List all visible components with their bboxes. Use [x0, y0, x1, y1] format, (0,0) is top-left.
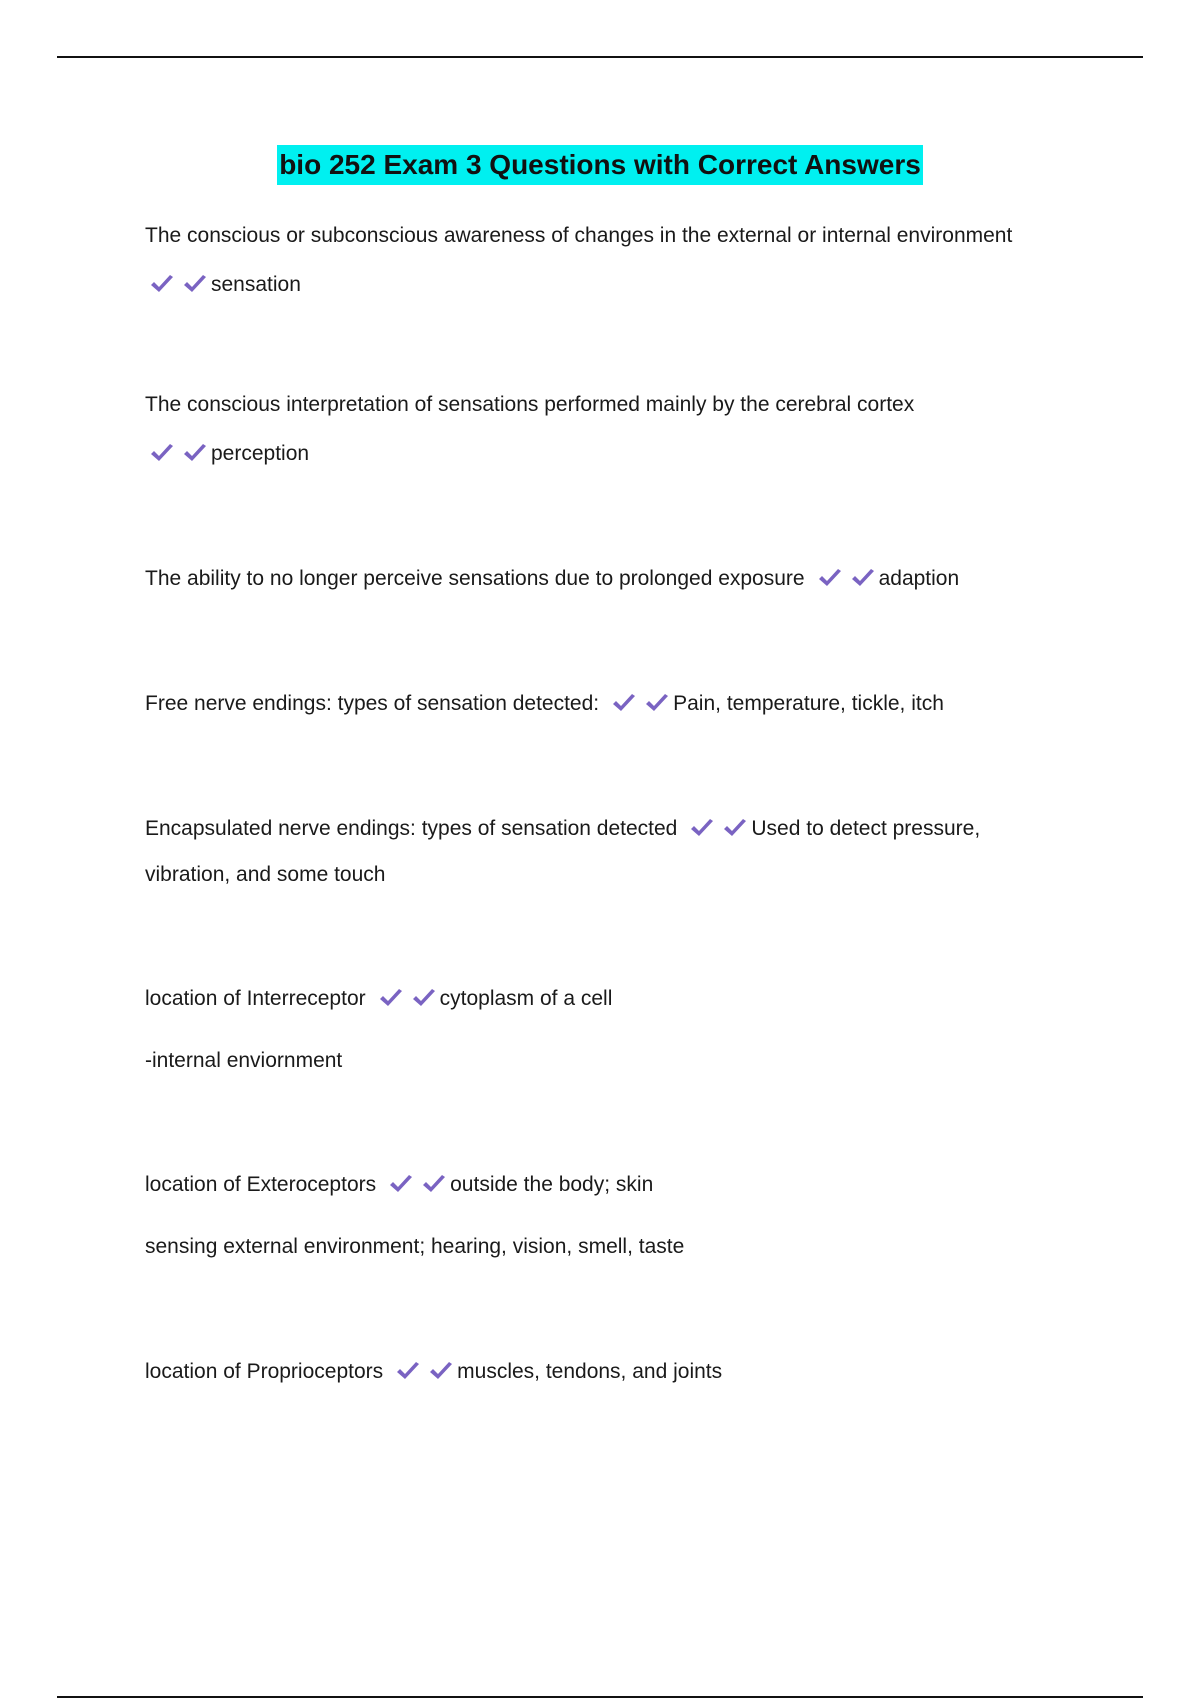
- question-text: location of Interreceptor: [145, 987, 366, 1010]
- check-icon: [182, 273, 208, 295]
- top-rule: [57, 56, 1143, 58]
- question-text: location of Proprioceptors: [145, 1360, 384, 1383]
- answer-line: [145, 987, 1075, 1011]
- question-text: The ability to no longer perceive sensations due to prolonged exposure: [145, 567, 805, 590]
- answer-line: [145, 692, 1075, 716]
- answer-text: adaption: [878, 567, 960, 590]
- question-text: The conscious or subconscious awareness of changes in the external or internal environment: [145, 224, 1013, 247]
- answer-line: [145, 567, 1075, 591]
- check-icon: [182, 442, 208, 464]
- answer-text: perception: [211, 442, 310, 465]
- check-icon: [378, 987, 404, 1009]
- qa-item: [145, 817, 1075, 887]
- answer-text: Pain, temperature, tickle, itch: [673, 692, 944, 715]
- check-icon: [722, 817, 748, 839]
- bottom-rule: [57, 1696, 1143, 1698]
- title-wrap: [0, 145, 1200, 185]
- check-icon: [428, 1360, 454, 1382]
- question-text: Free nerve endings: types of sensation detected:: [145, 692, 600, 715]
- answer-line: [145, 1173, 1075, 1197]
- check-icon: [644, 692, 670, 714]
- check-icon: [149, 442, 175, 464]
- check-icon: [850, 567, 876, 589]
- qa-item: [145, 393, 1075, 466]
- check-icon: [611, 692, 637, 714]
- answer-continuation: sensing external environment; hearing, vision, smell, taste: [145, 1235, 685, 1258]
- answer-text: cytoplasm of a cell: [439, 987, 613, 1010]
- answer-line: [145, 442, 1075, 466]
- check-icon: [149, 273, 175, 295]
- qa-item: [145, 1360, 1075, 1384]
- answer-line: [145, 1360, 1075, 1384]
- answer-text: sensation: [211, 273, 301, 296]
- answer-continuation: -internal enviornment: [145, 1049, 343, 1072]
- check-icon: [421, 1173, 447, 1195]
- answer-continuation: vibration, and some touch: [145, 863, 386, 886]
- qa-item: [145, 224, 1075, 297]
- answer-line: [145, 817, 1075, 841]
- qa-item: [145, 987, 1075, 1073]
- answer-text: outside the body; skin: [450, 1173, 654, 1196]
- check-icon: [689, 817, 715, 839]
- qa-item: [145, 1173, 1075, 1259]
- qa-item: [145, 692, 1075, 716]
- document-title: bio 252 Exam 3 Questions with Correct Answers: [277, 145, 923, 185]
- qa-item: [145, 567, 1075, 591]
- question-text: Encapsulated nerve endings: types of sensation detected: [145, 817, 678, 840]
- check-icon: [817, 567, 843, 589]
- answer-text: Used to detect pressure,: [751, 817, 981, 840]
- answer-line: [145, 273, 1075, 297]
- question-text: The conscious interpretation of sensations performed mainly by the cerebral cortex: [145, 393, 915, 416]
- question-text: location of Exteroceptors: [145, 1173, 377, 1196]
- check-icon: [395, 1360, 421, 1382]
- check-icon: [411, 987, 437, 1009]
- answer-text: muscles, tendons, and joints: [457, 1360, 723, 1383]
- check-icon: [388, 1173, 414, 1195]
